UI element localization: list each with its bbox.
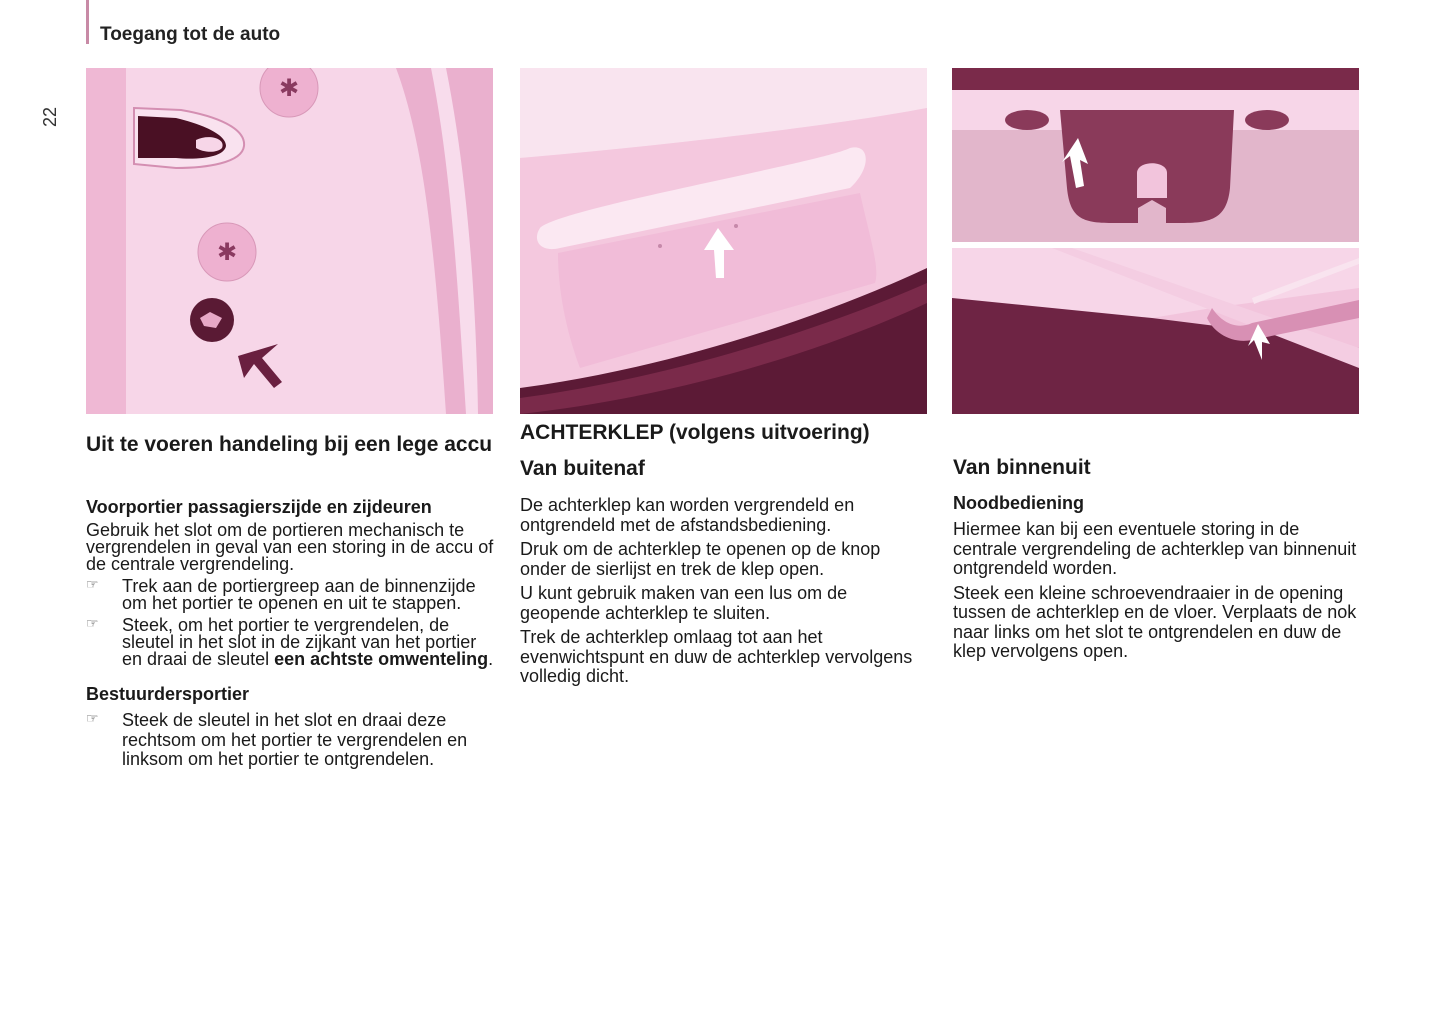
column-door-manual-lock xyxy=(86,434,496,770)
subheading-outside: Van buitenaf xyxy=(520,457,645,480)
pointing-hand-icon: ☞ xyxy=(86,710,99,726)
bullet-text: Steek de sleutel in het slot en draai deze rechtsom om het portier te vergrendelen en linksom om het portier te ontgrendelen. xyxy=(122,710,468,769)
section-accent-bar xyxy=(86,0,89,44)
bullet-text: Trek aan de portiergreep aan de binnenzijde om het portier te openen en uit te stappen. xyxy=(122,576,476,613)
paragraph: U kunt gebruik maken van een lus om de geopende achterklep te sluiten. xyxy=(520,583,848,623)
paragraph: Trek de achterklep omlaag tot aan het evenwichtspunt en duw de achterklep vervolgens volledig dicht. xyxy=(520,627,913,686)
subheading-emergency: Noodbediening xyxy=(953,493,1084,513)
subheading-passenger-door: Voorportier passagierszijde en zijdeuren xyxy=(86,497,432,517)
heading-tailgate: ACHTERKLEP (volgens uitvoering) xyxy=(520,421,870,444)
page-number: 22 xyxy=(40,106,60,128)
column-tailgate-outside xyxy=(520,422,930,687)
paragraph: Steek een kleine schroevendraaier in de opening tussen de achterklep en de vloer. Verplaats de nok naar links om het slot te ontgrendelen en duw de klep vervolgens open. xyxy=(953,582,1357,661)
intro-paragraph: Gebruik het slot om de portieren mechanisch te vergrendelen in geval van een storing in de accu of de centrale vergrendeling. xyxy=(86,520,494,574)
svg-text:✱: ✱ xyxy=(216,238,238,266)
list-item xyxy=(86,711,496,770)
list-item xyxy=(86,617,496,668)
bullet-text-end: . xyxy=(488,649,494,669)
bullet-emphasis: een achtste omwenteling xyxy=(274,649,489,669)
column-tailgate-inside xyxy=(953,457,1363,662)
paragraph: Druk om de achterklep te openen op de knop onder de sierlijst en trek de klep open. xyxy=(520,539,881,579)
subheading-inside: Van binnenuit xyxy=(953,456,1091,479)
svg-text:✱: ✱ xyxy=(278,74,300,102)
tailgate-outside-illustration xyxy=(520,68,927,414)
pointing-hand-icon: ☞ xyxy=(86,615,99,631)
list-item xyxy=(86,578,496,612)
bullet-text: Steek, om het portier te vergrendelen, de sleutel in het slot in de zijkant van het portier en draai de sleutel xyxy=(122,615,477,669)
pointing-hand-icon: ☞ xyxy=(86,576,99,592)
paragraph: Hiermee kan bij een eventuele storing in de centrale vergrendeling de achterklep van binnenuit ontgrendeld worden. xyxy=(953,519,1357,578)
section-title: Toegang tot de auto xyxy=(100,24,281,45)
paragraph: De achterklep kan worden vergrendeld en ontgrendeld met de afstandsbediening. xyxy=(520,495,855,535)
subheading-driver-door: Bestuurdersportier xyxy=(86,684,250,704)
heading-dead-battery: Uit te voeren handeling bij een lege accu xyxy=(86,433,493,456)
door-lock-illustration xyxy=(86,68,493,414)
tailgate-inside-illustration xyxy=(952,68,1359,414)
